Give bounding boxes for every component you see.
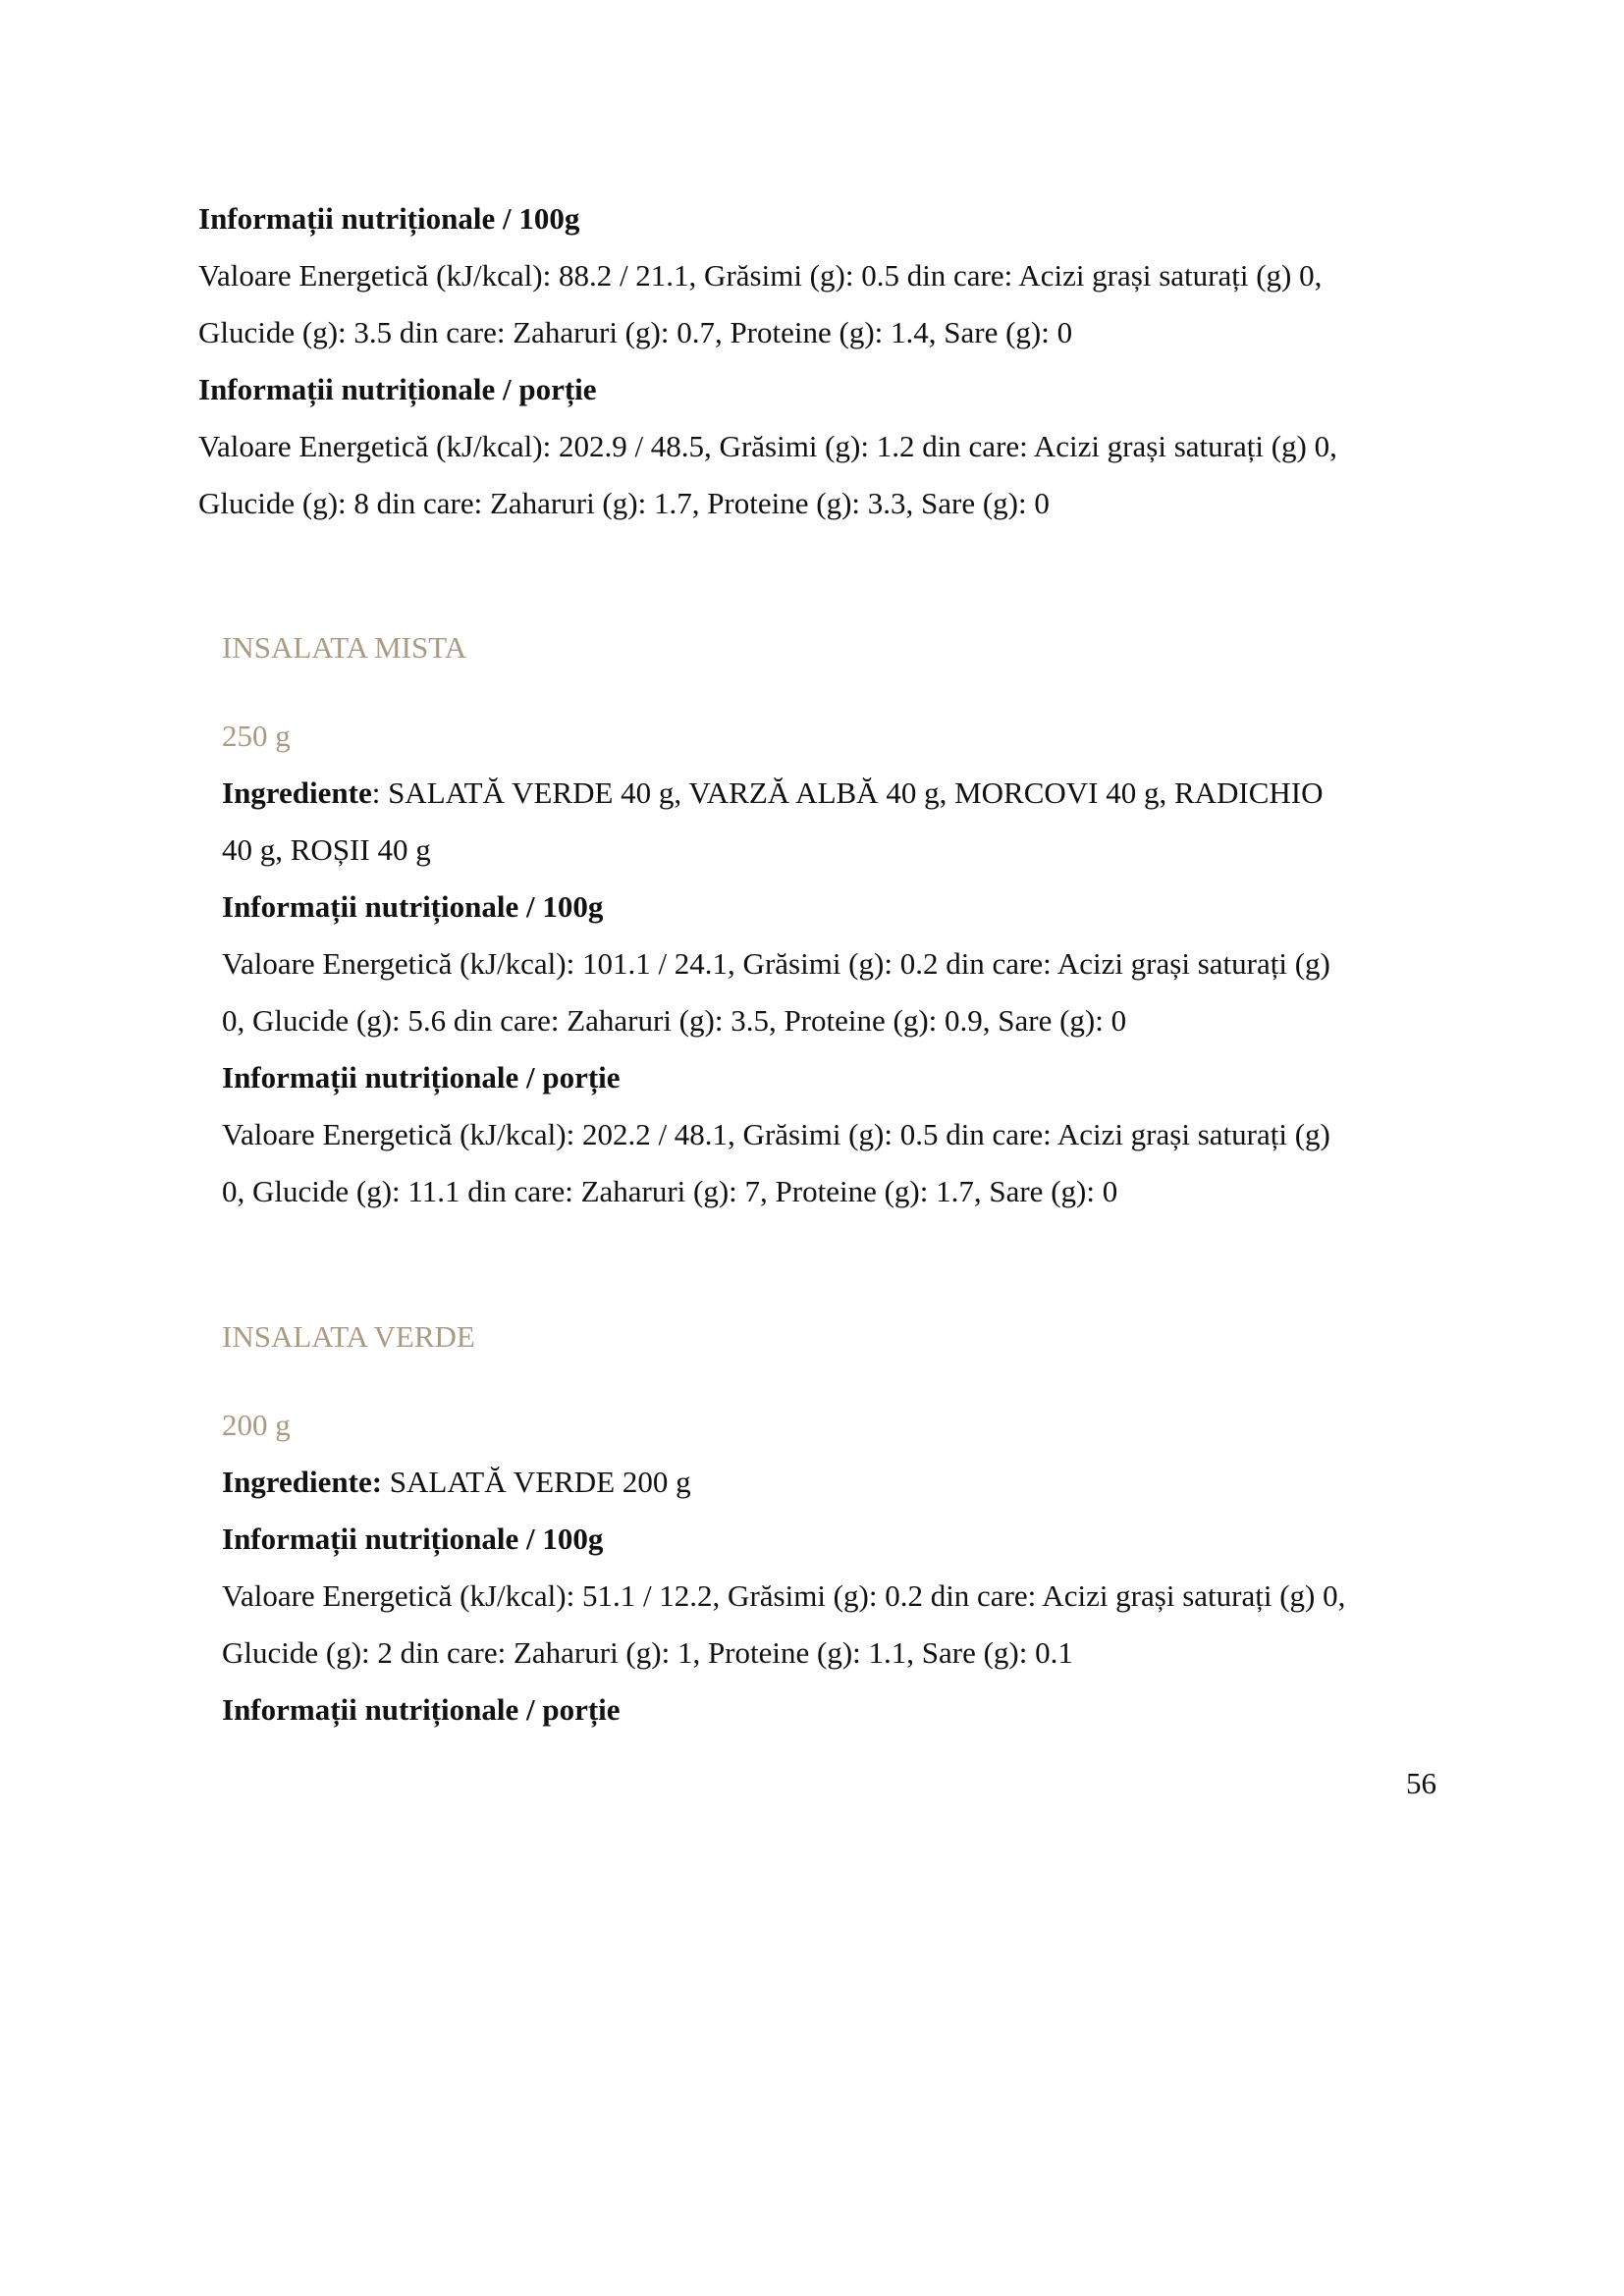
nutrition-values-line: 0, Glucide (g): 5.6 din care: Zaharuri (g): 3.5, Proteine (g): 0.9, Sare (g): 0	[222, 1003, 1127, 1038]
nutrition-values-line: Valoare Energetică (kJ/kcal): 202.2 / 48.1, Grăsimi (g): 0.5 din care: Acizi grași saturați (g)	[222, 1117, 1330, 1151]
nutrition-values-line: 0, Glucide (g): 11.1 din care: Zaharuri (g): 7, Proteine (g): 1.7, Sare (g): 0	[222, 1174, 1118, 1208]
dish-weight: 250 g	[222, 719, 291, 753]
dish-title: INSALATA VERDE	[222, 1319, 475, 1354]
nutrition-values-line: Glucide (g): 2 din care: Zaharuri (g): 1, Proteine (g): 1.1, Sare (g): 0.1	[222, 1635, 1073, 1670]
nutrition-values-line: Glucide (g): 8 din care: Zaharuri (g): 1.7, Proteine (g): 3.3, Sare (g): 0	[198, 486, 1050, 520]
nutrition-heading-portion: Informații nutriționale / porție	[198, 372, 597, 406]
nutrition-heading-100g: Informații nutriționale / 100g	[198, 201, 580, 236]
dish-weight: 200 g	[222, 1408, 291, 1442]
ingredients-line	[222, 1463, 691, 1502]
ingredients-label: Ingrediente	[222, 775, 372, 810]
ingredients-text: SALATĂ VERDE 200 g	[382, 1465, 691, 1499]
nutrition-heading-100g: Informații nutriționale / 100g	[222, 889, 604, 924]
nutrition-heading-portion: Informații nutriționale / porție	[222, 1692, 621, 1727]
ingredients-text: : SALATĂ VERDE 40 g, VARZĂ ALBĂ 40 g, MORCOVI 40 g, RADICHIO	[371, 775, 1324, 810]
nutrition-values-line: Valoare Energetică (kJ/kcal): 88.2 / 21.1, Grăsimi (g): 0.5 din care: Acizi grași saturați (g) 0,	[198, 258, 1323, 293]
nutrition-values-line: Valoare Energetică (kJ/kcal): 101.1 / 24.1, Grăsimi (g): 0.2 din care: Acizi grași saturați (g)	[222, 946, 1330, 981]
nutrition-values-line: Glucide (g): 3.5 din care: Zaharuri (g): 0.7, Proteine (g): 1.4, Sare (g): 0	[198, 315, 1073, 349]
nutrition-values-line: Valoare Energetică (kJ/kcal): 202.9 / 48.5, Grăsimi (g): 1.2 din care: Acizi grași saturați (g) 0,	[198, 429, 1337, 463]
ingredients-line: 40 g, ROȘII 40 g	[222, 832, 431, 867]
page-number: 56	[1406, 1766, 1436, 1800]
ingredients-label: Ingrediente:	[222, 1465, 383, 1499]
ingredients-line	[222, 774, 1324, 813]
nutrition-values-line: Valoare Energetică (kJ/kcal): 51.1 / 12.2, Grăsimi (g): 0.2 din care: Acizi grași saturați (g) 0,	[222, 1578, 1346, 1613]
nutrition-heading-portion: Informații nutriționale / porție	[222, 1060, 621, 1095]
nutrition-heading-100g: Informații nutriționale / 100g	[222, 1522, 604, 1556]
dish-title: INSALATA MISTA	[222, 630, 467, 665]
